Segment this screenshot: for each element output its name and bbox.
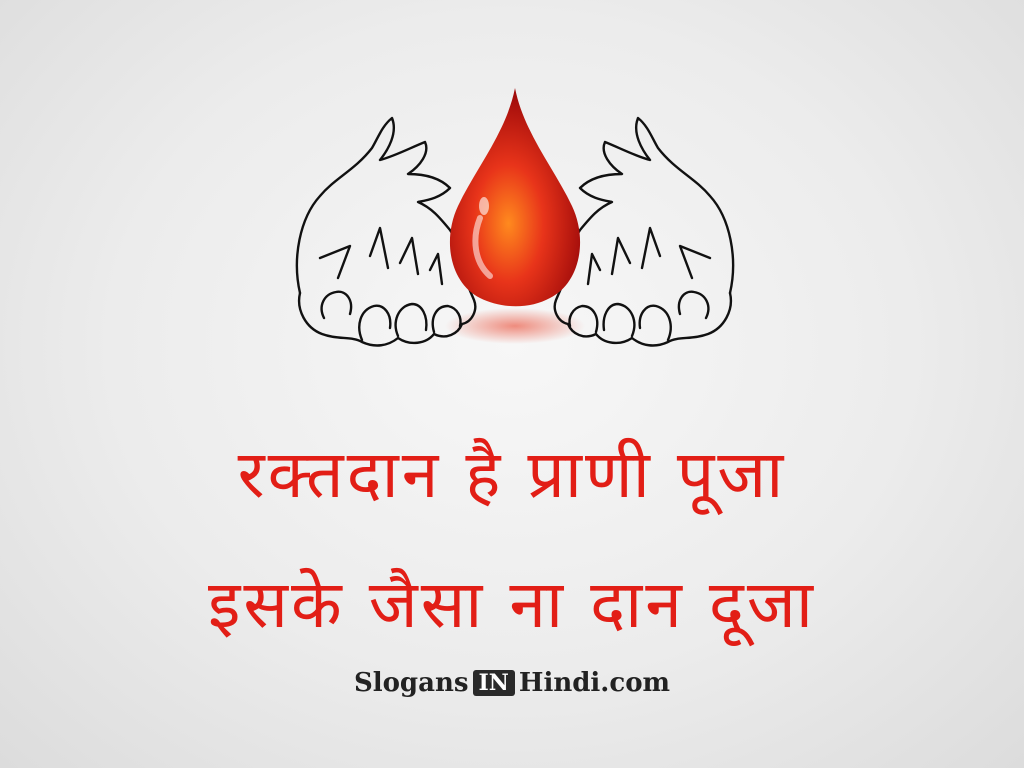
left-hand-icon <box>297 118 475 345</box>
blood-drop-icon <box>450 88 580 306</box>
right-hand-icon <box>555 118 733 345</box>
brand-watermark <box>0 668 1024 698</box>
drop-glow <box>445 308 585 344</box>
blood-donation-illustration <box>280 78 750 378</box>
slogan-line-1: रक्तदान है प्राणी पूजा <box>237 436 787 513</box>
slogan-line-2: इसके जैसा ना दान दूजा <box>208 566 816 643</box>
brand-badge: IN <box>473 670 515 696</box>
brand-suffix: Hindi.com <box>518 668 671 698</box>
brand-prefix: Slogans <box>353 668 469 698</box>
